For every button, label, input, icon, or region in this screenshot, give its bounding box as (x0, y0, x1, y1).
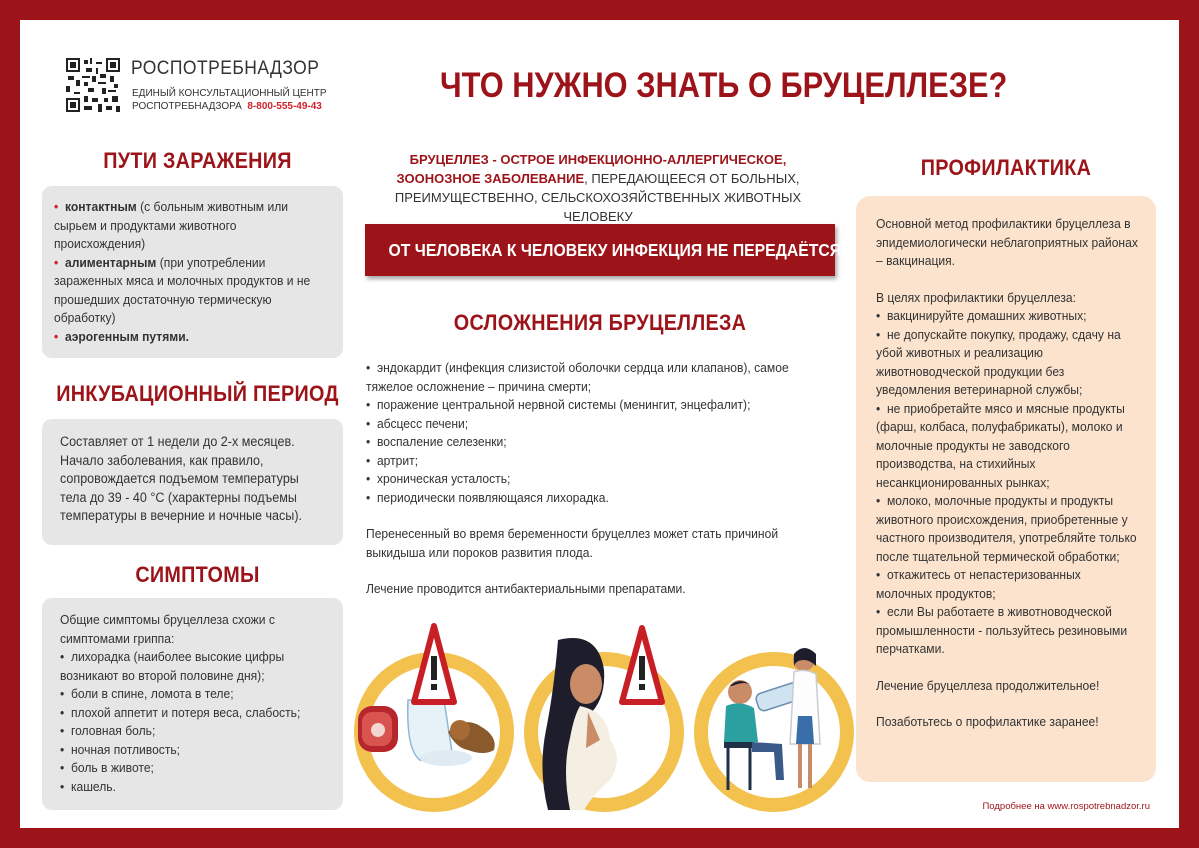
symptoms-box (42, 598, 343, 810)
prevention-item: • не приобретайте мясо и мясные продукты (фарш, колбаса, полуфабрикаты), молоко и молочные продукты не заводского производства, на стихийных несанкционированных рынках; (876, 400, 1125, 490)
prevention-list-intro: В целях профилактики бруцеллеза: (876, 289, 1076, 305)
poster (20, 20, 1179, 828)
symptom-item: • плохой аппетит и потеря веса, слабость; (60, 704, 301, 720)
doctor-patient-illustration (694, 648, 854, 812)
complications-list (366, 359, 803, 599)
prevention-box (856, 196, 1156, 782)
complication-item: • артрит; (366, 452, 419, 468)
footer-link[interactable]: Подробнее на www.rospotrebnadzor.ru (982, 801, 1150, 812)
org-name: РОСПОТРЕБНАДЗОР (131, 58, 320, 79)
complication-item: • эндокардит (инфекция слизистой оболочки сердца или клапанов), самое тяжелое осложнение – причина смерти; (366, 360, 789, 394)
infection-route-item: • аэрогенным путями. (54, 328, 190, 344)
infection-route-item: • алиментарным (при употреблении зараженных мяса и молочных продуктов и не прошедших достаточную термическую обработку) (54, 254, 311, 325)
page-title: ЧТО НУЖНО ЗНАТЬ О БРУЦЕЛЛЕЗЕ? (440, 66, 1008, 105)
prevention-item: • не допускайте покупку, продажу, сдачу на убой животных и реализацию животноводческой продукции без уведомления ветеринарной службы; (876, 326, 1121, 397)
symptoms-heading: СИМПТОМЫ (135, 562, 260, 587)
symptom-item: • ночная потливость; (60, 741, 181, 757)
complication-item: • воспаление селезенки; (366, 434, 507, 449)
consult-center-line2: РОСПОТРЕБНАДЗОРА (132, 101, 242, 112)
complications-heading: ОСЛОЖНЕНИЯ БРУЦЕЛЛЕЗА (453, 310, 747, 335)
consult-center-line1: ЕДИНЫЙ КОНСУЛЬТАЦИОННЫЙ ЦЕНТР (132, 88, 327, 99)
infection-routes-list (54, 198, 324, 346)
incubation-heading: ИНКУБАЦИОННЫЙ ПЕРИОД (56, 381, 339, 406)
food-animals-illustration (354, 626, 514, 812)
symptom-item: • лихорадка (наиболее высокие цифры возникают во второй половине дня); (60, 649, 285, 683)
complication-item: • абсцесс печени; (366, 415, 469, 431)
complication-item: • периодически появляющаяся лихорадка. (366, 489, 609, 505)
prevention-content (876, 215, 1140, 732)
qr-code-icon (66, 58, 120, 112)
infection-route-item: • контактным (с больным животным или сырьем и продуктами животного происхождения) (54, 199, 289, 251)
treatment-note: Лечение проводится антибактериальными препаратами. (366, 581, 686, 596)
symptom-item: • боли в спине, ломота в теле; (60, 686, 234, 701)
prevention-item: • вакцинируйте домашних животных; (876, 308, 1087, 323)
pregnancy-note: Перенесенный во время беременности бруцеллез может стать причиной выкидыша или пороков развития плода. (366, 526, 779, 560)
pregnancy-illustration (524, 628, 684, 812)
care-note: Позаботьтесь о профилактике заранее! (876, 714, 1099, 729)
infection-routes-heading: ПУТИ ЗАРАЖЕНИЯ (103, 148, 292, 173)
prevention-item: • молоко, молочные продукты и продукты животного происхождения, приобретенные у частного производителя, употребляйте только после тщательной термической обработки; (876, 493, 1137, 564)
symptom-item: • боль в животе; (60, 760, 154, 775)
prevention-heading: ПРОФИЛАКТИКА (920, 155, 1092, 180)
prevention-intro: Основной метод профилактики бруцеллеза в эпидемиологически неблагоприятных районах – вакцинация. (876, 216, 1138, 268)
banner-text: ОТ ЧЕЛОВЕКА К ЧЕЛОВЕКУ ИНФЕКЦИЯ НЕ ПЕРЕДАЁТСЯ (388, 240, 842, 260)
incubation-box (42, 419, 343, 545)
consult-center (132, 87, 327, 113)
hotline-phone: 8-800-555-49-43 (247, 101, 322, 112)
symptoms-intro: Общие симптомы бруцеллеза схожи с симптомами гриппа: (60, 612, 275, 646)
definition-bold: БРУЦЕЛЛЕЗ - ОСТРОЕ ИНФЕКЦИОННО-АЛЛЕРГИЧЕСКОЕ, ЗООНОЗНОЕ ЗАБОЛЕВАНИЕ (396, 152, 787, 186)
definition (368, 150, 828, 226)
long-treatment-note: Лечение бруцеллеза продолжительное! (876, 677, 1100, 693)
definition-rest: , ПЕРЕДАЮЩЕЕСЯ ОТ БОЛЬНЫХ, ПРЕИМУЩЕСТВЕННО, СЕЛЬСКОХОЗЯЙСТВЕННЫХ ЖИВОТНЫХ ЧЕЛОВЕКУ (394, 171, 802, 224)
complication-item: • поражение центральной нервной системы (менингит, энцефалит); (366, 397, 751, 412)
incubation-text: Составляет от 1 недели до 2-х месяцев. Начало заболевания, как правило, сопровождается подъемом температуры тела до 39 - 40 °С (характерны подъемы температуры в вечерние и ночные часы). (60, 434, 303, 523)
symptom-item: • кашель. (60, 778, 116, 794)
prevention-item: • откажитесь от непастеризованных молочных продуктов; (876, 567, 1081, 601)
prevention-item: • если Вы работаете в животноводческой промышленности - пользуйтесь резиновыми перчатками. (876, 604, 1128, 656)
symptom-item: • головная боль; (60, 723, 156, 738)
symptoms-list (60, 611, 322, 796)
infection-routes-box (42, 186, 343, 358)
illustrations (348, 620, 858, 828)
complication-item: • хроническая усталость; (366, 471, 511, 486)
no-transmission-banner (365, 224, 842, 276)
